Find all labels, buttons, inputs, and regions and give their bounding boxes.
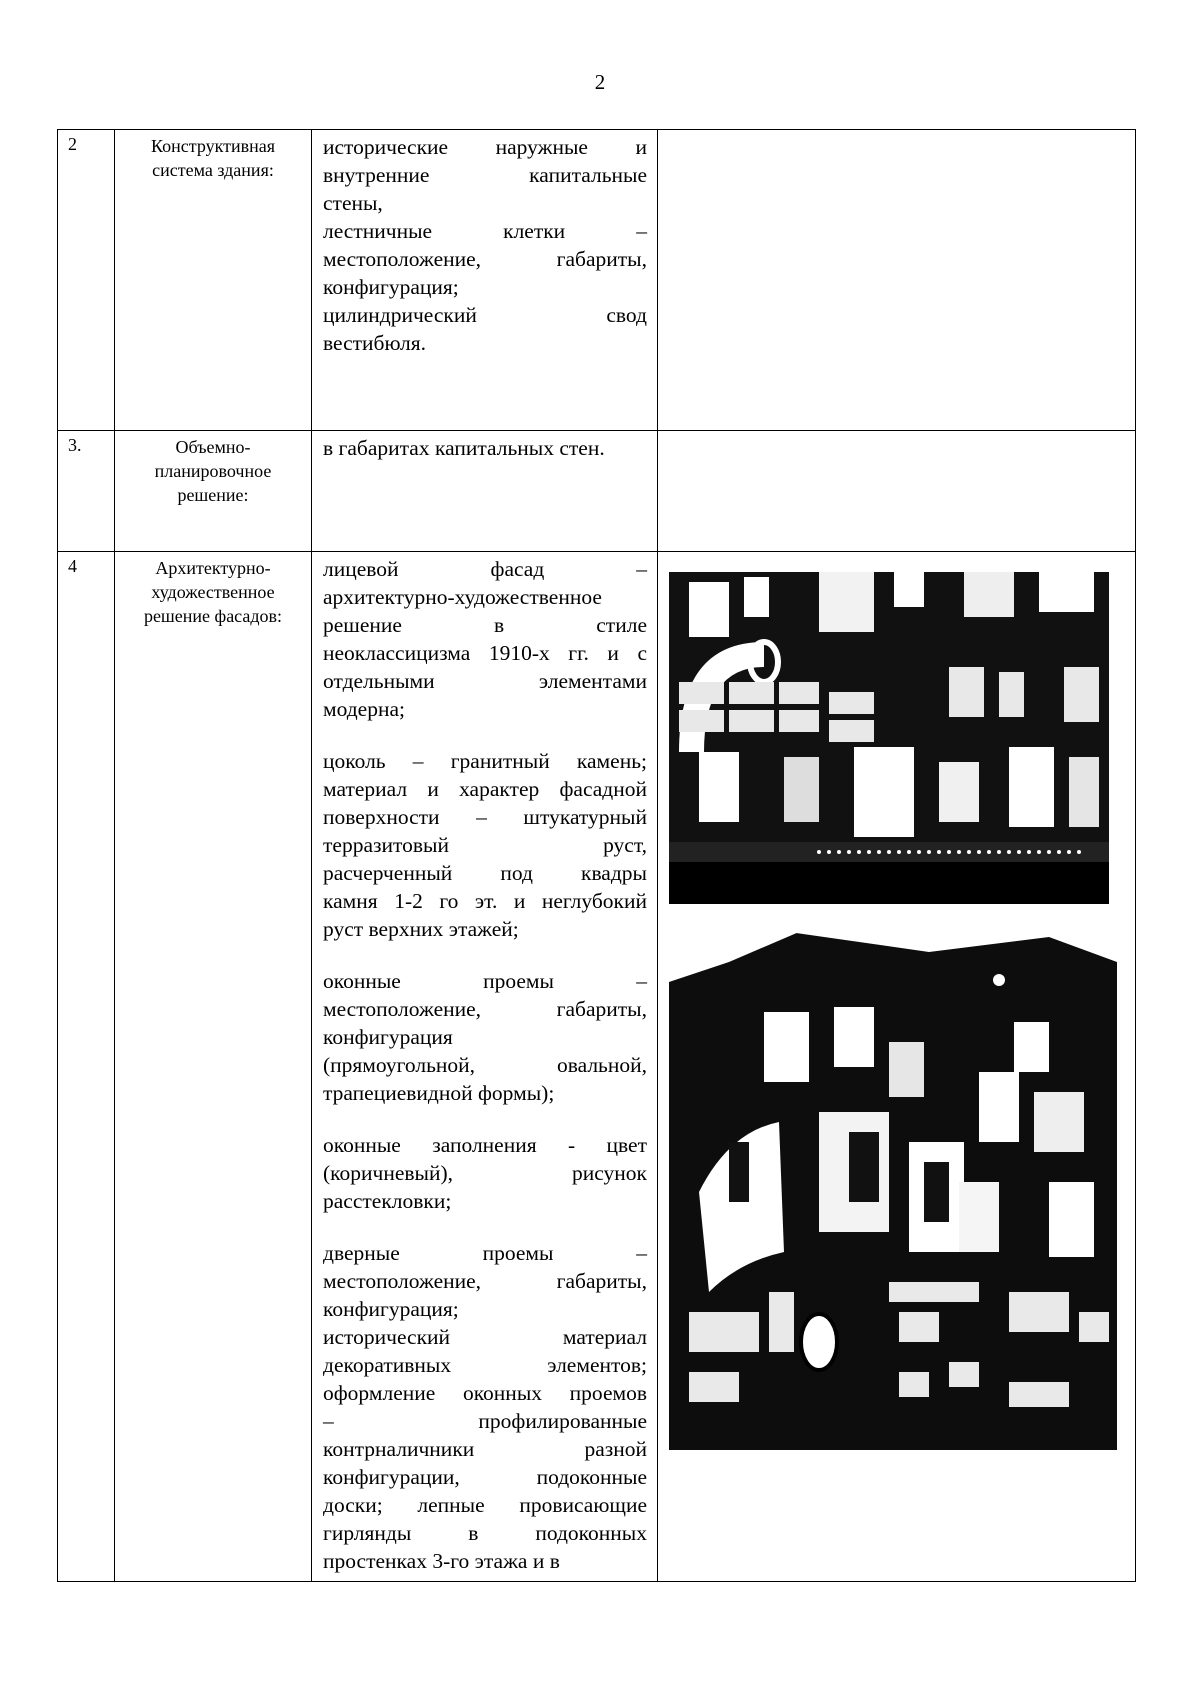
facade-photo-upper: [669, 572, 1109, 904]
feature-label-cell: [115, 130, 312, 431]
table-row: [58, 552, 1136, 1582]
description-line: материал и характер фасадной: [323, 777, 647, 801]
description-line: конфигурация: [323, 1025, 453, 1049]
description-line: доски; лепные провисающие: [323, 1493, 647, 1517]
description-line: расстекловки;: [323, 1189, 452, 1213]
description-line: дверные проемы –: [323, 1241, 647, 1265]
description-line: конфигурация;: [323, 1297, 459, 1321]
feature-label: Конструктивная система здания:: [151, 136, 275, 180]
description-line: цоколь – гранитный камень;: [323, 749, 647, 773]
description-line: вестибюля.: [323, 331, 427, 355]
description-line: – профилированные: [323, 1409, 647, 1433]
photo-cell: [658, 431, 1136, 552]
description-line: трапециевидной формы);: [323, 1081, 555, 1105]
paragraph-gap: [323, 943, 647, 967]
description-line: исторические наружные и: [323, 135, 647, 159]
feature-description-cell: [312, 552, 658, 1582]
description-line: лестничные клетки –: [323, 219, 647, 243]
feature-description: [312, 130, 657, 357]
description-line: конфигурация;: [323, 275, 459, 299]
description-line: контрналичники разной: [323, 1437, 647, 1461]
feature-description-cell: [312, 130, 658, 431]
feature-label: Архитектурно-художественное решение фасадов:: [143, 558, 283, 626]
facade-photo-lower: [669, 932, 1117, 1450]
table-row: [58, 431, 1136, 552]
description-line: оформление оконных проемов: [323, 1381, 647, 1405]
row-number: 3.: [68, 435, 82, 455]
paragraph-gap: [323, 1215, 647, 1239]
description-line: (прямоугольной, овальной,: [323, 1053, 647, 1077]
feature-label-cell: [115, 431, 312, 552]
description-line: местоположение, габариты,: [323, 997, 647, 1021]
feature-label: Объемно-планировочное решение:: [154, 437, 272, 505]
row-number-cell: [58, 130, 115, 431]
description-line: внутренние капитальные: [323, 163, 647, 187]
feature-label-cell: [115, 552, 312, 1582]
description-line: местоположение, габариты,: [323, 1269, 647, 1293]
description-line: расчерченный под квадры: [323, 861, 647, 885]
description-line: руст верхних этажей;: [323, 917, 519, 941]
description-line: терразитовый руст,: [323, 833, 647, 857]
description-line: оконные заполнения - цвет: [323, 1133, 647, 1157]
description-line: простенках 3-го этажа и в: [323, 1549, 560, 1573]
row-number: 4: [68, 556, 77, 576]
description-line: конфигурации, подоконные: [323, 1465, 647, 1489]
paragraph-gap: [323, 723, 647, 747]
description-line: камня 1-2 го эт. и неглубокий: [323, 889, 647, 913]
feature-description: [312, 552, 657, 1575]
description-line: цилиндрический свод: [323, 303, 647, 327]
description-line: решение в стиле: [323, 613, 647, 637]
description-line: исторический материал: [323, 1325, 647, 1349]
paragraph-gap: [323, 1107, 647, 1131]
description-line: местоположение, габариты,: [323, 247, 647, 271]
feature-description-cell: [312, 431, 658, 552]
row-number: 2: [68, 134, 77, 154]
feature-description: [312, 431, 657, 462]
description-line: гирлянды в подоконных: [323, 1521, 647, 1545]
page-number: 2: [594, 70, 606, 94]
description-line: отдельными элементами: [323, 669, 647, 693]
row-number-cell: [58, 431, 115, 552]
description-line: модерна;: [323, 697, 405, 721]
description-line: оконные проемы –: [323, 969, 647, 993]
description-line: (коричневый), рисунок: [323, 1161, 647, 1185]
description-line: декоративных элементов;: [323, 1353, 647, 1377]
description-line: архитектурно-художественное: [323, 585, 602, 609]
protected-features-table: [57, 129, 1136, 1582]
table-row: [58, 130, 1136, 431]
description-line: в габаритах капитальных стен.: [323, 436, 605, 460]
description-line: неоклассицизма 1910-х гг. и с: [323, 641, 647, 665]
description-line: поверхности – штукатурный: [323, 805, 647, 829]
photo-cell: [658, 552, 1136, 1582]
photo-cell: [658, 130, 1136, 431]
description-line: лицевой фасад –: [323, 557, 647, 581]
row-number-cell: [58, 552, 115, 1582]
description-line: стены,: [323, 191, 383, 215]
